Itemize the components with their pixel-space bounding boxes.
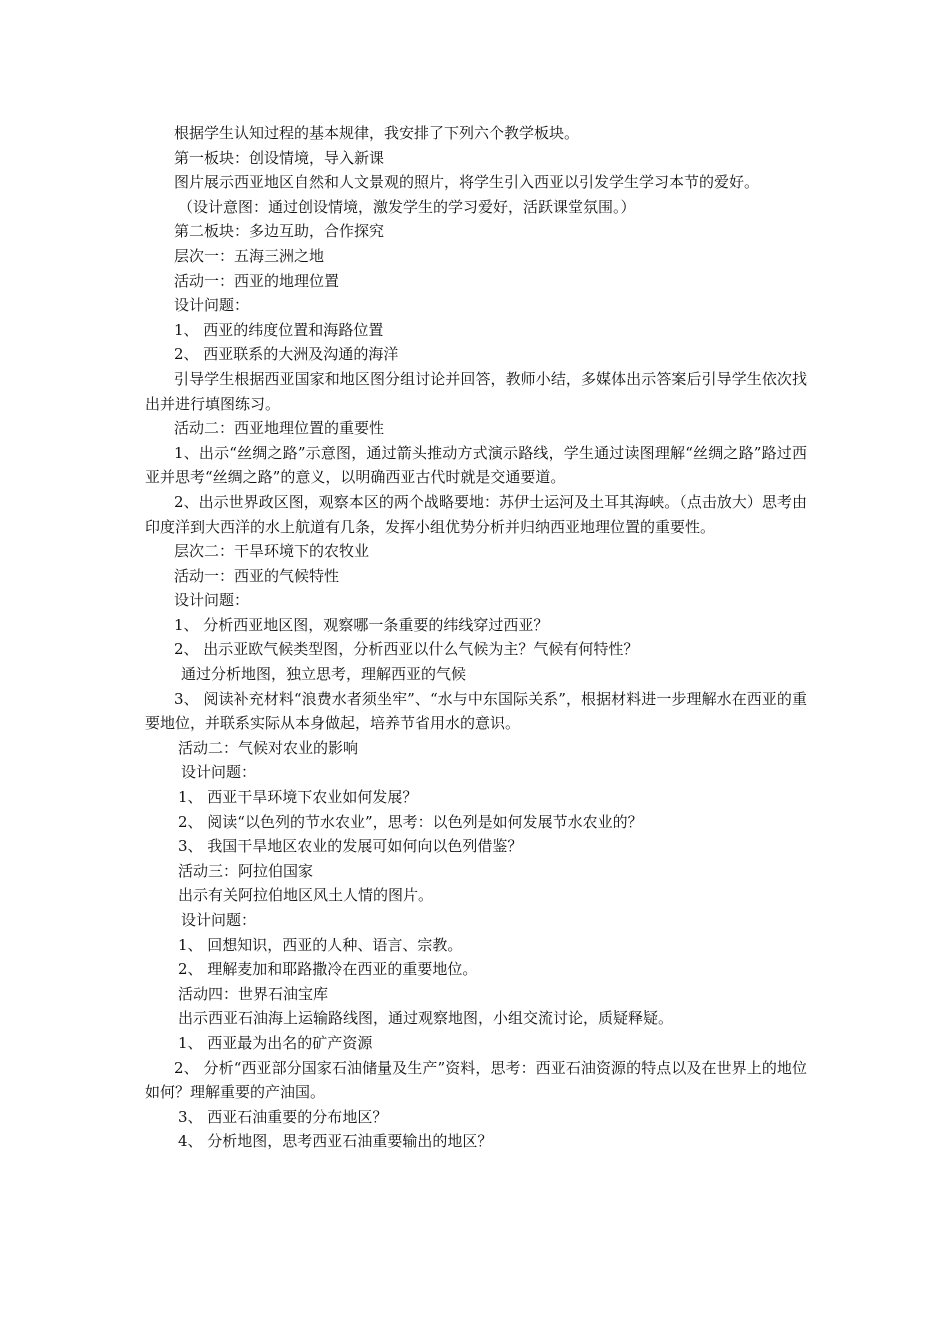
heading-level-two: 层次二：干旱环境下的农牧业 <box>174 542 370 561</box>
label-design-questions: 设计问题： <box>174 296 250 315</box>
paragraph-arab-pictures: 出示有关阿拉伯地区风土人情的图片。 <box>178 886 434 905</box>
paragraph-strategic-points: 2、出示世界政区图，观察本区的两个战略要地：苏伊士运河及土耳其海峡。（点击放大）思考由印度洋到大西洋的水上航道有几条，发挥小组优势分析并归纳西亚地理位置的重要性。 <box>145 492 807 536</box>
heading-activity-climate: 活动一：西亚的气候特性 <box>174 566 340 585</box>
heading-block-two: 第二板块：多边互助，合作探究 <box>174 222 385 241</box>
list-item: 3、 我国干旱地区农业的发展可如何向以色列借鉴？ <box>178 837 523 856</box>
heading-block-one: 第一板块：创设情境，导入新课 <box>174 148 385 167</box>
list-item: 2、 阅读“以色列的节水农业”，思考：以色列是如何发展节水农业的？ <box>178 812 643 831</box>
list-item: 1、 分析西亚地区图，观察哪一条重要的纬线穿过西亚？ <box>174 615 549 634</box>
list-item: 2、 理解麦加和耶路撒冷在西亚的重要地位。 <box>178 960 478 979</box>
list-item: 1、 西亚最为出名的矿产资源 <box>178 1033 373 1052</box>
heading-activity-two: 活动二：西亚地理位置的重要性 <box>174 419 385 438</box>
document-body <box>145 121 807 1154</box>
paragraph-guidance: 引导学生根据西亚国家和地区图分组讨论并回答，教师小结，多媒体出示答案后引导学生依次找出并进行填图练习。 <box>145 369 807 413</box>
list-item: 1、 回想知识，西亚的人种、语言、宗教。 <box>178 935 463 954</box>
list-item: 3、 西亚石油重要的分布地区？ <box>178 1107 388 1126</box>
list-item: 1、 西亚干旱环境下农业如何发展？ <box>178 788 418 807</box>
paragraph-design-intent: （设计意图：通过创设情境，激发学生的学习爱好，活跃课堂氛围。） <box>178 197 636 216</box>
heading-level-one: 层次一：五海三洲之地 <box>174 246 325 265</box>
list-item: 4、 分析地图，思考西亚石油重要输出的地区？ <box>178 1132 493 1151</box>
heading-activity-one: 活动一：西亚的地理位置 <box>174 271 340 290</box>
heading-activity-oil: 活动四：世界石油宝库 <box>178 984 329 1003</box>
label-design-questions: 设计问题： <box>181 763 257 782</box>
list-item: 1、 西亚的纬度位置和海路位置 <box>174 320 384 339</box>
label-design-questions: 设计问题： <box>181 911 257 929</box>
list-item: 2、 西亚联系的大洲及沟通的海洋 <box>174 345 399 364</box>
paragraph-silk-road: 1、出示“丝绸之路”示意图，通过箭头推动方式演示路线，学生通过读图理解“丝绸之路”路过西亚并思考“丝绸之路”的意义，以明确西亚古代时就是交通要道。 <box>145 443 807 487</box>
paragraph-intro: 根据学生认知过程的基本规律，我安排了下列六个教学板块。 <box>174 124 580 142</box>
list-item-paragraph: 2、 分析“西亚部分国家石油储量及生产”资料，思考：西亚石油资源的特点以及在世界上的地位如何？理解重要的产油国。 <box>145 1058 807 1102</box>
heading-activity-agriculture: 活动二：气候对农业的影响 <box>178 738 359 757</box>
paragraph-water-material: 3、 阅读补充材料“浪费水者须坐牢”、“水与中东国际关系”，根据材料进一步理解水在西亚的重要地位，并联系实际从本身做起，培养节省用水的意识。 <box>145 689 807 733</box>
paragraph-climate-note: 通过分析地图，独立思考，理解西亚的气候 <box>181 665 467 684</box>
label-design-questions: 设计问题： <box>174 591 250 610</box>
paragraph-oil-route: 出示西亚石油海上运输路线图，通过观察地图，小组交流讨论，质疑释疑。 <box>178 1009 674 1028</box>
paragraph-block-one-description: 图片展示西亚地区自然和人文景观的照片，将学生引入西亚以引发学生学习本节的爱好。 <box>174 173 760 192</box>
heading-activity-arab: 活动三：阿拉伯国家 <box>178 861 314 880</box>
list-item: 2、 出示亚欧气候类型图，分析西亚以什么气候为主？气候有何特性？ <box>174 640 639 659</box>
